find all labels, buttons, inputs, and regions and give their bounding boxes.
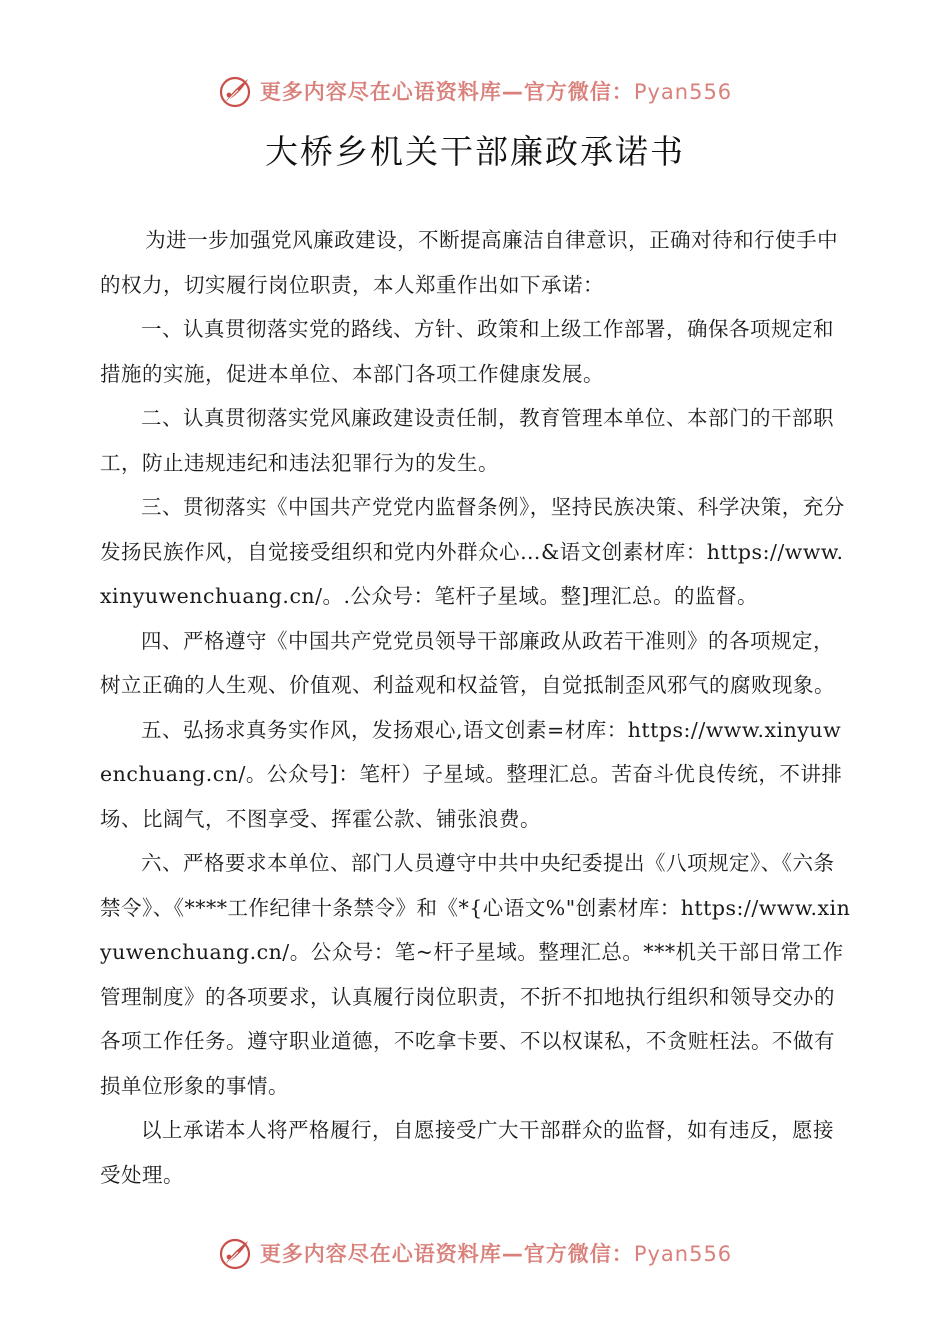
watermark-text: 更多内容尽在心语资料库—官方微信：Pyan556: [259, 1242, 733, 1266]
commitment-6: 六、严格要求本单位、部门人员遵守中共中央纪委提出《八项规定》、《六条禁令》、《****工作纪律十条禁令》和《*{心语文%"创素材库：https://www.xinyuwenchuang.cn/。公众号：笔~杆子星域。整理汇总。***机关干部日常工作管理制度》的各项要求，认真履行岗位职责，不折不扣地执行组织和领导交办的各项工作任务。遵守职业道德，不吃拿卡要、不以权谋私，不贪赃枉法。不做有损单位形象的事情。: [100, 851, 851, 1098]
watermark-text: 更多内容尽在心语资料库—官方微信：Pyan556: [259, 80, 733, 104]
commitment-1: 一、认真贯彻落实党的路线、方针、政策和上级工作部署，确保各项规定和措施的实施，促进本单位、本部门各项工作健康发展。: [100, 317, 834, 386]
document-title: 大桥乡机关干部廉政承诺书: [265, 132, 685, 171]
pen-quill-logo-icon: [218, 1235, 254, 1271]
commitment-4: 四、严格遵守《中国共产党党员领导干部廉政从政若干准则》的各项规定，树立正确的人生观、价值观、利益观和权益管，自觉抵制歪风邪气的腐败现象。: [100, 628, 835, 697]
closing-paragraph: 以上承诺本人将严格履行，自愿接受广大干部群众的监督，如有违反，愿接受处理。: [100, 1118, 834, 1187]
pen-quill-logo-icon: [218, 73, 254, 109]
commitment-3: 三、贯彻落实《中国共产党党内监督条例》，坚持民族决策、科学决策，充分发扬民族作风，自觉接受组织和党内外群众心…&语文创素材库：https://www.xinyuwenchuang.cn/。.公众号：笔杆子星域。整]理汇总。的监督。: [100, 495, 845, 608]
header-watermark: [0, 68, 950, 114]
document-body: [100, 218, 852, 1197]
intro-paragraph: 为进一步加强党风廉政建设，不断提高廉洁自律意识，正确对待和行使手中的权力，切实履行岗位职责，本人郑重作出如下承诺：: [100, 228, 839, 297]
commitment-5: 五、弘扬求真务实作风，发扬艰心,语文创素=材库：https://www.xinyuwenchuang.cn/。公众号]：笔杆）子星域。整理汇总。苦奋斗优良传统，不讲排场、比阔气，不图享受、挥霍公款、铺张浪费。: [100, 717, 843, 831]
footer-watermark: [0, 1230, 950, 1276]
commitment-2: 二、认真贯彻落实党风廉政建设责任制，教育管理本单位、本部门的干部职工，防止违规违纪和违法犯罪行为的发生。: [100, 406, 834, 475]
